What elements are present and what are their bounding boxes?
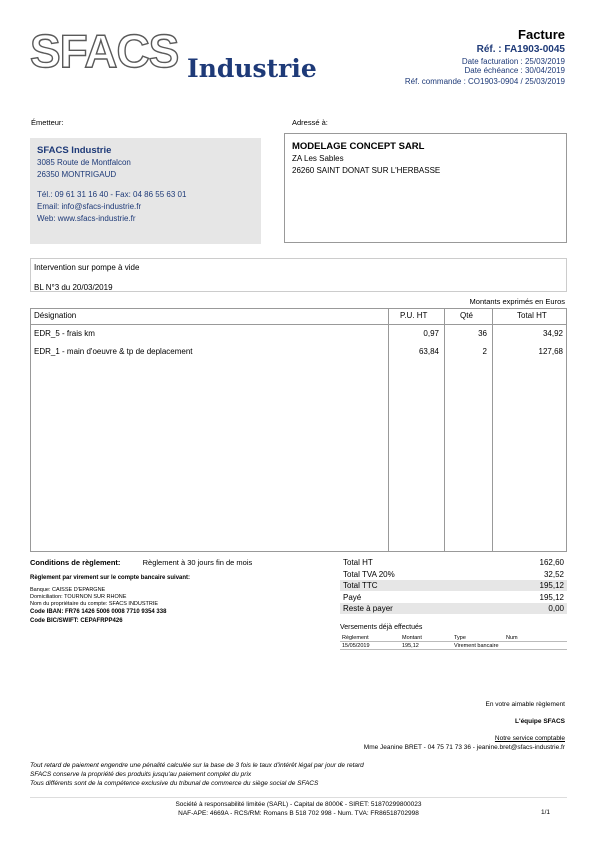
footer-registration: NAF-APE: 4669A - RCS/RM: Romans B 518 702 998 - Num. TVA: FR86518702998 bbox=[178, 810, 419, 817]
emetteur-email: Email: info@sfacs-industrie.fr bbox=[37, 202, 142, 211]
table-row-pu: 0,97 bbox=[423, 329, 439, 338]
page-number: 1/1 bbox=[540, 809, 550, 816]
bank-domiciliation: Domiciliation: TOURNON SUR RHONE bbox=[30, 594, 127, 600]
emetteur-name: SFACS Industrie bbox=[37, 145, 112, 156]
table-row-total: 34,92 bbox=[542, 329, 563, 338]
destinataire-address1: ZA Les Sables bbox=[292, 154, 344, 163]
payments-row: 15/05/2019 195,12 Virement bancaire bbox=[340, 642, 567, 650]
emetteur-label: Émetteur: bbox=[31, 118, 64, 127]
legal-ownership: SFACS conserve la propriété des produits jusqu'au paiement complet du prix bbox=[30, 771, 252, 778]
currency-note: Montants exprimés en Euros bbox=[469, 297, 565, 306]
emetteur-address1: 3085 Route de Montfalcon bbox=[37, 158, 131, 167]
emetteur-web: Web: www.sfacs-industrie.fr bbox=[37, 214, 136, 223]
totals-block bbox=[340, 557, 567, 615]
bank-account-owner: Nom du propriétaire du compte: SFACS INDUSTRIE bbox=[30, 601, 159, 607]
total-ttc-row: Total TTC 195,12 bbox=[340, 580, 567, 592]
table-row-designation: EDR_5 - frais km bbox=[34, 329, 95, 338]
virement-title: Règlement par virement sur le compte bancaire suivant: bbox=[30, 575, 191, 581]
remaining-row: Reste à payer 0,00 bbox=[340, 603, 567, 615]
payments-header-row: Règlement Montant Type Num bbox=[340, 634, 567, 642]
payments-made bbox=[340, 624, 567, 650]
col-header-qty: Qté bbox=[460, 311, 473, 320]
conditions-label: Conditions de règlement: bbox=[30, 558, 121, 567]
emetteur-address2: 26350 MONTRIGAUD bbox=[37, 170, 117, 179]
legal-penalty: Tout retard de paiement engendre une pénalité calculée sur la base de 3 fois le taux d'intérêt légal par jour de retard bbox=[30, 762, 364, 769]
table-row-qty: 36 bbox=[478, 329, 487, 338]
table-row-total: 127,68 bbox=[538, 347, 563, 356]
col-header-total: Total HT bbox=[517, 311, 547, 320]
document-title: Facture bbox=[518, 27, 565, 42]
col-header-pu: P.U. HT bbox=[400, 311, 428, 320]
subject-line1: Intervention sur pompe à vide bbox=[34, 263, 140, 272]
table-row-pu: 63,84 bbox=[418, 347, 439, 356]
destinataire-box bbox=[284, 133, 567, 243]
bank-iban: Code IBAN: FR76 1426 5006 0008 7710 9354 338 bbox=[30, 609, 167, 615]
total-tva-row: Total TVA 20% 32,52 bbox=[340, 569, 567, 581]
table-row-qty: 2 bbox=[482, 347, 487, 356]
col-header-designation: Désignation bbox=[34, 311, 77, 320]
footer-divider bbox=[30, 797, 567, 798]
paid-row: Payé 195,12 bbox=[340, 592, 567, 604]
accounting-service: Notre service comptable bbox=[494, 735, 565, 742]
logo-industrie-text: Industrie bbox=[187, 54, 317, 83]
footer-company: Société à responsabilité limitée (SARL) - Capital de 8000€ - SIRET: 51870299800023 bbox=[175, 801, 422, 808]
subject-line2: BL N°3 du 20/03/2019 bbox=[34, 283, 113, 292]
team-signature: L'équipe SFACS bbox=[515, 718, 565, 725]
total-ht-row: Total HT 162,60 bbox=[340, 557, 567, 569]
accounting-contact: Mme Jeanine BRET - 04 75 71 73 36 - jeanine.bret@sfacs-industrie.fr bbox=[363, 744, 565, 751]
payment-conditions bbox=[30, 558, 252, 567]
order-reference: Réf. commande : CO1903-0904 / 25/03/2019 bbox=[404, 77, 565, 86]
bank-name: Banque: CAISSE D'EPARGNE bbox=[30, 587, 106, 593]
legal-jurisdiction: Tous différents sont de la compétence exclusive du tribunal de commerce du siège social de SFACS bbox=[30, 780, 319, 787]
items-table bbox=[30, 308, 567, 552]
bank-bic: Code BIC/SWIFT: CEPAFRPP426 bbox=[30, 618, 123, 624]
table-row-designation: EDR_1 - main d'oeuvre & tp de deplacement bbox=[34, 347, 193, 356]
destinataire-label: Adressé à: bbox=[292, 118, 328, 127]
emetteur-phone: Tél.: 09 61 31 16 40 - Fax: 04 86 55 63 01 bbox=[37, 190, 187, 199]
logo-sfacs-text: SFACS bbox=[30, 25, 179, 77]
payments-title: Versements déjà effectués bbox=[340, 624, 423, 631]
closing-phrase: En votre aimable règlement bbox=[485, 701, 565, 708]
subject-box bbox=[30, 258, 567, 292]
destinataire-name: MODELAGE CONCEPT SARL bbox=[292, 141, 425, 152]
invoice-date: Date facturation : 25/03/2019 bbox=[461, 57, 565, 66]
destinataire-address2: 26260 SAINT DONAT SUR L'HERBASSE bbox=[292, 166, 441, 175]
invoice-reference: Réf. : FA1903-0045 bbox=[476, 44, 565, 55]
emetteur-box bbox=[30, 138, 261, 244]
conditions-value: Règlement à 30 jours fin de mois bbox=[142, 558, 253, 567]
due-date: Date échéance : 30/04/2019 bbox=[464, 66, 565, 75]
